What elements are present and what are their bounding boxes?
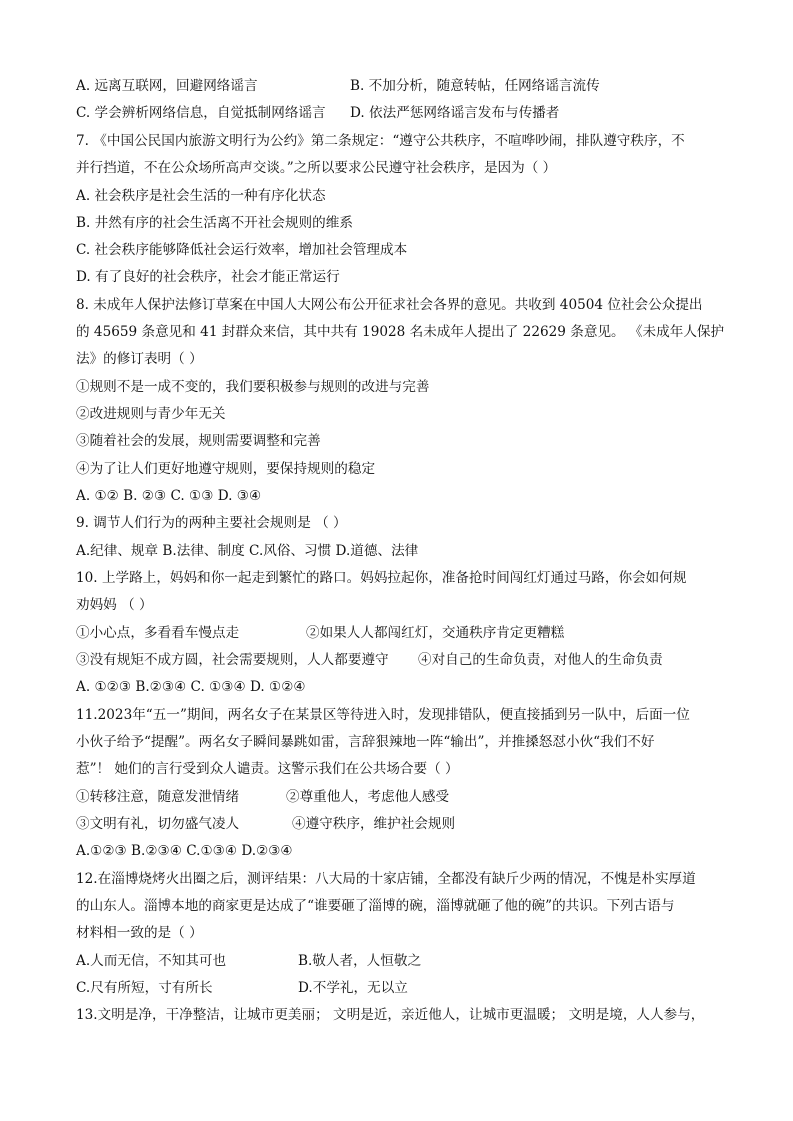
q13-stem-line-1: 13.文明是净，干净整洁，让城市更美丽； 文明是近，亲近他人，让城市更温暖； 文明是境，人人参与， (76, 1007, 705, 1023)
q12-option-c: C.尺有所短，寸有所长 (76, 980, 213, 996)
q6-option-d: D. 依法严惩网络谣言发布与传播者 (350, 105, 560, 121)
q8-item-1: ①规则不是一成不变的，我们要积极参与规则的改进与完善 (76, 379, 430, 395)
q7-stem-line-1: 7. 《中国公民国内旅游文明行为公约》第二条规定：“遵守公共秩序，不喧哗吵闹，排队遵守秩序，不 (76, 133, 685, 149)
q6-option-c: C. 学会辨析网络信息，自觉抵制网络谣言 (76, 105, 326, 121)
q11-stem-line-2: 小伙子给予“提醒”。两名女子瞬间暴跳如雷，言辞狠辣地一阵“输出”，并推搡怒怼小伙“我们不好 (76, 734, 655, 750)
q10-item-1: ①小心点，多看看车慢点走 (76, 625, 240, 641)
q12-option-a: A.人而无信，不知其可也 (76, 953, 227, 969)
q9-options: A.纪律、规章 B.法律、制度 C.风俗、习惯 D.道德、法律 (76, 543, 419, 559)
q8-stem-line-1: 8. 未成年人保护法修订草案在中国人大网公布公开征求社会各界的意见。共收到 40504 位社会公众提出 (76, 297, 703, 313)
q7-option-a: A. 社会秩序是社会生活的一种有序化状态 (76, 188, 326, 204)
q10-stem-line-2: 劝妈妈 （ ） (76, 597, 153, 613)
q8-stem-line-2: 的 45659 条意见和 41 封群众来信，其中共有 19028 名未成年人提出了 22629 条意见。 《未成年人保护 (76, 324, 725, 340)
q11-stem-line-3: 惹”！ 她们的言行受到众人谴责。这警示我们在公共场合要（ ） (76, 761, 459, 777)
q8-stem-line-3: 法》的修订表明（ ） (76, 351, 203, 367)
q11-item-2: ②尊重他人，考虑他人感受 (286, 789, 450, 805)
q7-option-b: B. 井然有序的社会生活离不开社会规则的维系 (76, 215, 353, 231)
q11-stem-line-1: 11.2023年“五一”期间，两名女子在某景区等待进入时，发现排错队，便直接插到另一队中，后面一位 (76, 707, 690, 723)
q10-item-4: ④对自己的生命负责，对他人的生命负责 (418, 652, 663, 668)
q7-option-c: C. 社会秩序能够降低社会运行效率，增加社会管理成本 (76, 242, 408, 258)
q12-option-d: D.不学礼，无以立 (298, 980, 408, 996)
q12-stem-line-2: 的山东人。淄博本地的商家更是达成了“谁要砸了淄博的碗，淄博就砸了他的碗”的共识。下列古语与 (76, 898, 675, 914)
q6-option-b: B. 不加分析，随意转帖，任网络谣言流传 (350, 78, 600, 94)
q10-stem-line-1: 10. 上学路上，妈妈和你一起走到繁忙的路口。妈妈拉起你，准备抢时间闯红灯通过马路，你会如何规 (76, 570, 687, 586)
q11-options: A.①②③ B.②③④ C.①③④ D.②③④ (76, 843, 293, 859)
q9-stem: 9. 调节人们行为的两种主要社会规则是 （ ） (76, 515, 347, 531)
q8-item-3: ③随着社会的发展，规则需要调整和完善 (76, 433, 321, 449)
q6-option-a: A. 远离互联网，回避网络谣言 (76, 78, 258, 94)
q10-item-3: ③没有规矩不成方圆，社会需要规则，人人都要遵守 (76, 652, 389, 668)
q12-stem-line-1: 12.在淄博烧烤火出圈之后，测评结果：八大局的十家店铺，全都没有缺斤少两的情况，不愧是朴实厚道 (76, 871, 696, 887)
q8-options: A. ①② B. ②③ C. ①③ D. ③④ (76, 488, 262, 504)
q11-item-1: ①转移注意，随意发泄情绪 (76, 789, 240, 805)
q11-item-3: ③文明有礼，切勿盛气凌人 (76, 816, 240, 832)
q10-item-2: ②如果人人都闯红灯，交通秩序肯定更糟糕 (306, 625, 565, 641)
q8-item-2: ②改进规则与青少年无关 (76, 406, 226, 422)
q7-stem-line-2: 并行挡道，不在公众场所高声交谈。”之所以要求公民遵守社会秩序，是因为（ ） (76, 160, 557, 176)
q10-options: A. ①②③ B.②③④ C. ①③④ D. ①②④ (76, 679, 306, 695)
q7-option-d: D. 有了良好的社会秩序，社会才能正常运行 (76, 269, 340, 285)
q8-item-4: ④为了让人们更好地遵守规则，要保持规则的稳定 (76, 461, 376, 477)
q11-item-4: ④遵守秩序，维护社会规则 (292, 816, 456, 832)
q12-stem-line-3: 材料相一致的是（ ） (76, 925, 203, 941)
q12-option-b: B.敬人者，人恒敬之 (298, 953, 422, 969)
